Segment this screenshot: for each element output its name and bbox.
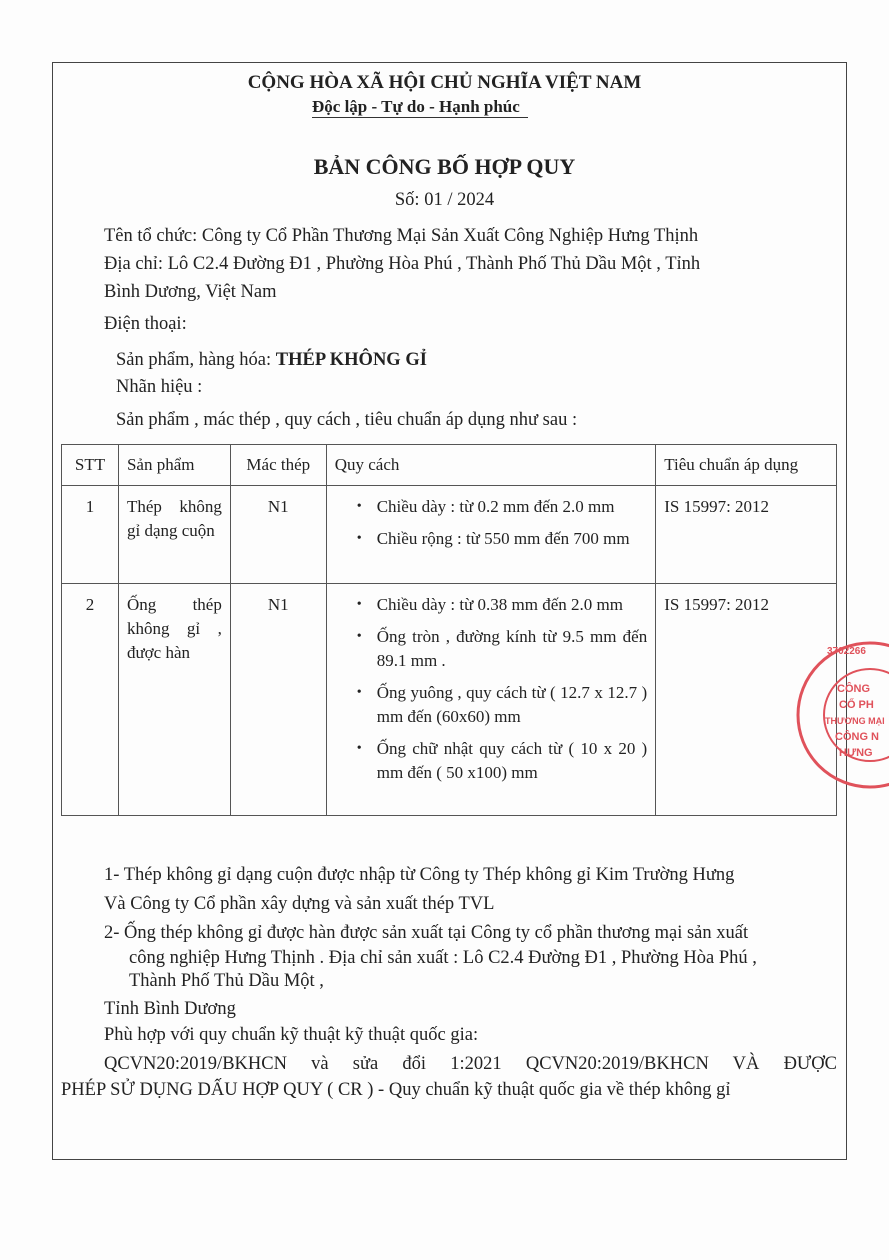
header-standard: Tiêu chuẩn áp dụng bbox=[656, 445, 837, 486]
note-2-line-3: Thành Phố Thủ Dầu Một , bbox=[129, 971, 324, 991]
cell-standard: IS 15997: 2012 bbox=[656, 486, 837, 584]
header-grade: Mác thép bbox=[230, 445, 326, 486]
note-2-line-1: 2- Ống thép không gỉ được hàn được sản xuất tại Công ty cổ phần thương mại sản xuất bbox=[104, 923, 749, 943]
header-product: Sản phẩm bbox=[118, 445, 230, 486]
product-value: THÉP KHÔNG GỈ bbox=[275, 350, 427, 370]
svg-text:HƯNG: HƯNG bbox=[839, 747, 873, 759]
cell-grade: N1 bbox=[230, 486, 326, 584]
header-stt: STT bbox=[62, 445, 119, 486]
company-stamp bbox=[795, 640, 889, 790]
motto-underline bbox=[312, 117, 528, 118]
product-table bbox=[61, 444, 837, 816]
table-row bbox=[62, 486, 837, 584]
note-1-line-1: 1- Thép không gỉ dạng cuộn được nhập từ Công ty Thép không gỉ Kim Trường Hưng bbox=[104, 865, 735, 885]
org-name: Tên tổ chức: Công ty Cổ Phần Thương Mại Sản Xuất Công Nghiệp Hưng Thịnh bbox=[104, 226, 699, 246]
svg-text:3702266: 3702266 bbox=[827, 646, 866, 657]
cell-grade: N1 bbox=[230, 584, 326, 816]
note-2-line-2: công nghiệp Hưng Thịnh . Địa chỉ sản xuất : Lô C2.4 Đường Đ1 , Phường Hòa Phú , bbox=[129, 948, 757, 968]
product-line bbox=[116, 351, 427, 370]
svg-text:THƯƠNG MẠI: THƯƠNG MẠI bbox=[825, 716, 885, 726]
cell-standard: IS 15997: 2012 bbox=[656, 584, 837, 816]
conformity-line: Phù hợp với quy chuẩn kỹ thuật kỹ thuật quốc gia: bbox=[104, 1025, 479, 1045]
cell-spec bbox=[326, 584, 656, 816]
org-address-2: Bình Dương, Việt Nam bbox=[104, 282, 277, 302]
cell-spec bbox=[326, 486, 656, 584]
product-label: Sản phẩm, hàng hóa: bbox=[116, 350, 276, 370]
cell-stt: 2 bbox=[62, 584, 119, 816]
table-intro: Sản phẩm , mác thép , quy cách , tiêu chuẩn áp dụng như sau : bbox=[116, 410, 578, 430]
spec-item: • Ống tròn , đường kính từ 9.5 mm đến 89.1 mm . bbox=[357, 625, 648, 673]
regulation-line-1: QCVN20:2019/BKHCN và sửa đổi 1:2021 QCVN20:2019/BKHCN VÀ ĐƯỢC bbox=[104, 1054, 837, 1074]
org-address-1: Địa chỉ: Lô C2.4 Đường Đ1 , Phường Hòa Phú , Thành Phố Thủ Dầu Một , Tỉnh bbox=[104, 254, 701, 274]
motto: Độc lập - Tự do - Hạnh phúc bbox=[312, 97, 520, 116]
brand-line: Nhãn hiệu : bbox=[116, 377, 203, 397]
header-spec: Quy cách bbox=[326, 445, 656, 486]
cell-stt: 1 bbox=[62, 486, 119, 584]
spec-item: • Ống chữ nhật quy cách từ ( 10 x 20 ) mm đến ( 50 x100) mm bbox=[357, 737, 648, 785]
org-phone: Điện thoại: bbox=[104, 314, 187, 334]
cell-product: Thép không gỉ dạng cuộn bbox=[118, 486, 230, 584]
svg-text:CỔ PH: CỔ PH bbox=[839, 699, 874, 711]
cell-product: Ống thép không gỉ , được hàn bbox=[118, 584, 230, 816]
document-title: BẢN CÔNG BỐ HỢP QUY bbox=[313, 154, 576, 179]
svg-text:CÔNG N: CÔNG N bbox=[835, 731, 879, 743]
spec-item: • Chiều dày : từ 0.2 mm đến 2.0 mm bbox=[357, 495, 648, 519]
regulation-line-2: PHÉP SỬ DỤNG DẤU HỢP QUY ( CR ) - Quy chuẩn kỹ thuật quốc gia về thép không gỉ bbox=[61, 1080, 731, 1100]
province-line: Tỉnh Bình Dương bbox=[104, 999, 236, 1019]
svg-text:CÔNG: CÔNG bbox=[837, 683, 870, 695]
note-1-line-2: Và Công ty Cổ phần xây dựng và sản xuất thép TVL bbox=[104, 894, 495, 914]
spec-item: • Chiều rộng : từ 550 mm đến 700 mm bbox=[357, 527, 648, 551]
spec-item: • Ống yuông , quy cách từ ( 12.7 x 12.7 ) mm đến (60x60) mm bbox=[357, 681, 648, 729]
country-heading: CỘNG HÒA XÃ HỘI CHỦ NGHĨA VIỆT NAM bbox=[247, 72, 642, 93]
spec-item: • Chiều dày : từ 0.38 mm đến 2.0 mm bbox=[357, 593, 648, 617]
table-row bbox=[62, 584, 837, 816]
document-number: Số: 01 / 2024 bbox=[394, 190, 495, 210]
table-header-row bbox=[62, 445, 837, 486]
